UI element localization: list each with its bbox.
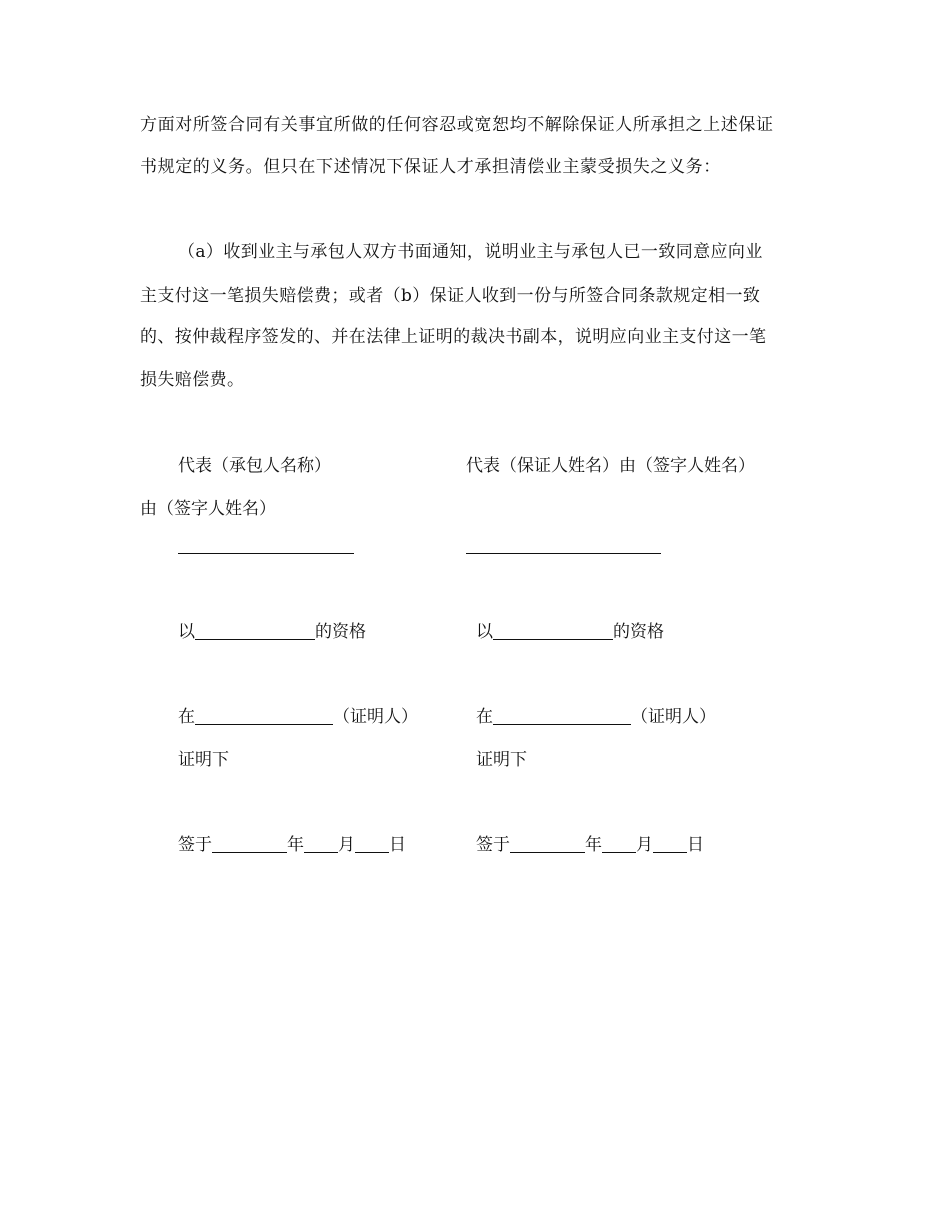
capacity-blank xyxy=(195,621,315,640)
contractor-witness-below: 证明下 xyxy=(178,750,229,770)
day-blank xyxy=(653,834,687,853)
month-blank xyxy=(602,834,636,853)
day-label: 日 xyxy=(687,835,704,855)
year-label: 年 xyxy=(287,835,304,855)
contractor-signer-label: 由（签字人姓名） xyxy=(140,499,276,519)
date-prefix: 签于 xyxy=(476,835,510,855)
month-label: 月 xyxy=(636,835,653,855)
paragraph-2-line-3: 的、按仲裁程序签发的、并在法律上证明的裁决书副本，说明应向业主支付这一笔 xyxy=(140,327,767,347)
capacity-blank xyxy=(493,621,613,640)
contractor-signature-line xyxy=(178,553,354,554)
contractor-representative-label: 代表（承包人名称） xyxy=(178,456,331,476)
guarantor-witness-line xyxy=(476,705,716,729)
year-blank xyxy=(510,834,585,853)
witness-suffix: （证明人） xyxy=(631,707,716,727)
guarantor-representative-label: 代表（保证人姓名）由（签字人姓名） xyxy=(466,456,755,476)
capacity-suffix: 的资格 xyxy=(613,622,664,642)
contractor-capacity-line xyxy=(178,620,366,644)
year-blank xyxy=(212,834,287,853)
guarantor-witness-below: 证明下 xyxy=(476,750,527,770)
contractor-date-line xyxy=(178,833,406,857)
paragraph-2-line-2: 主支付这一笔损失赔偿费；或者（b）保证人收到一份与所签合同条款规定相一致 xyxy=(140,286,761,306)
witness-blank xyxy=(195,706,333,725)
paragraph-2-line-4: 损失赔偿费。 xyxy=(140,370,245,390)
day-blank xyxy=(355,834,389,853)
witness-blank xyxy=(493,706,631,725)
witness-prefix: 在 xyxy=(476,707,493,727)
contractor-witness-line xyxy=(178,705,418,729)
paragraph-1-line-2: 书规定的义务。但只在下述情况下保证人才承担清偿业主蒙受损失之义务： xyxy=(140,157,721,177)
guarantor-date-line xyxy=(476,833,704,857)
paragraph-1-line-1: 方面对所签合同有关事宜所做的任何容忍或宽恕均不解除保证人所承担之上述保证 xyxy=(140,115,774,135)
witness-suffix: （证明人） xyxy=(333,707,418,727)
month-label: 月 xyxy=(338,835,355,855)
capacity-prefix: 以 xyxy=(476,622,493,642)
guarantor-signature-line xyxy=(466,553,661,554)
guarantor-capacity-line xyxy=(476,620,664,644)
capacity-prefix: 以 xyxy=(178,622,195,642)
year-label: 年 xyxy=(585,835,602,855)
paragraph-2-line-1: （a）收到业主与承包人双方书面通知，说明业主与承包人已一致同意应向业 xyxy=(178,242,763,262)
capacity-suffix: 的资格 xyxy=(315,622,366,642)
day-label: 日 xyxy=(389,835,406,855)
date-prefix: 签于 xyxy=(178,835,212,855)
witness-prefix: 在 xyxy=(178,707,195,727)
month-blank xyxy=(304,834,338,853)
